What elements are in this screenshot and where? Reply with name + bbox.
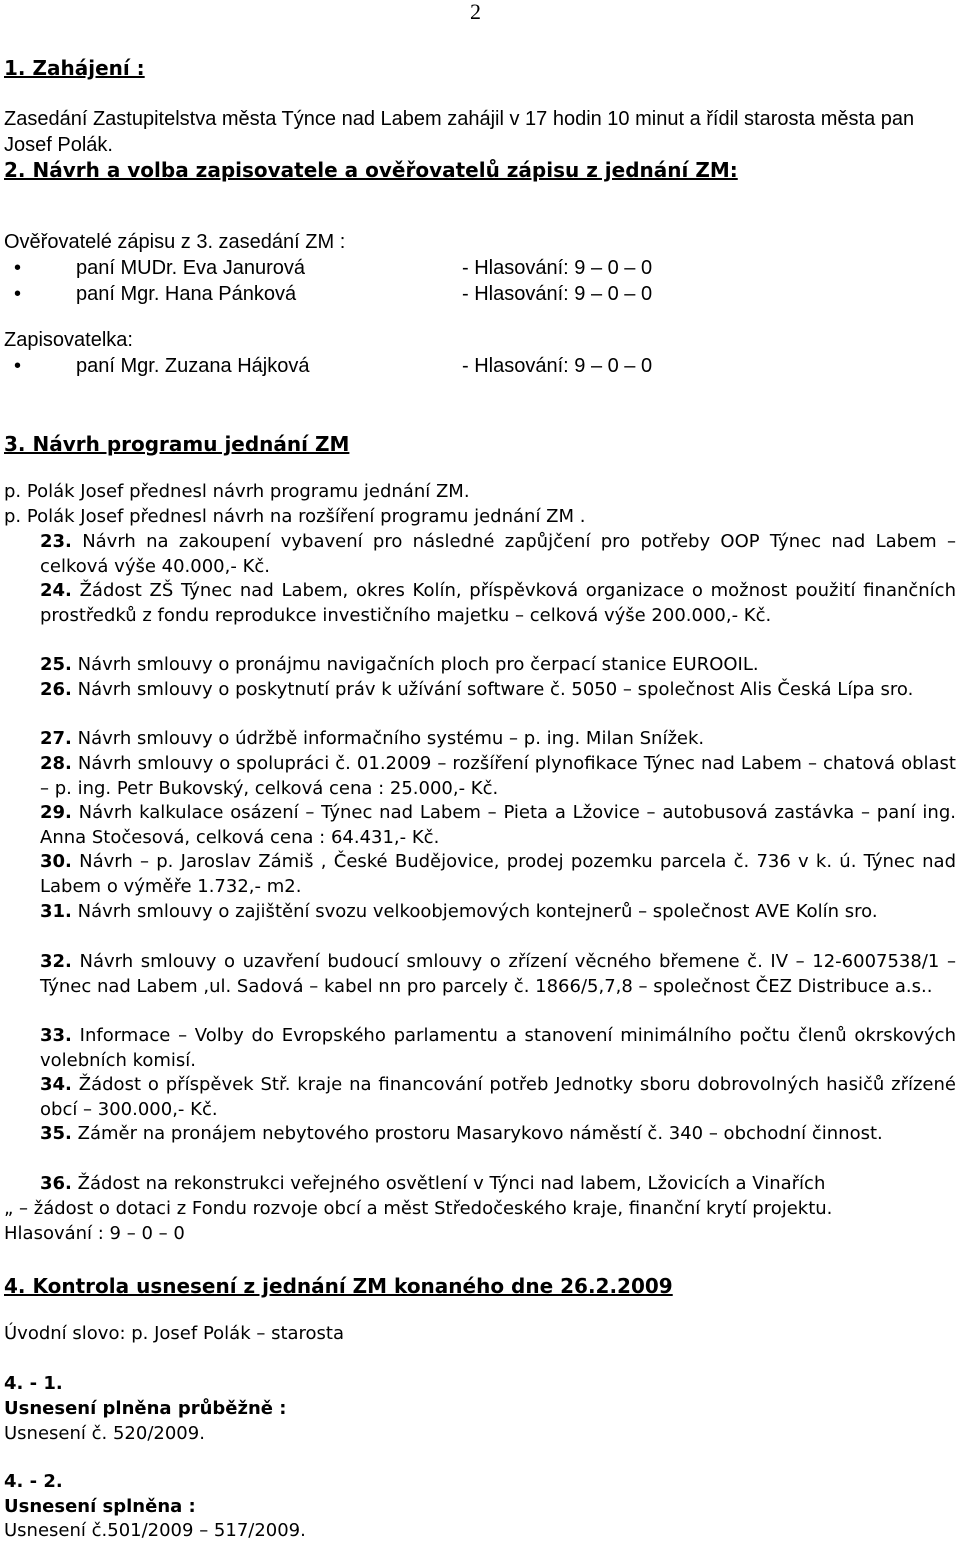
program-item (40, 900, 956, 925)
program-item (40, 1024, 956, 1073)
item-number: 29. (40, 802, 72, 823)
item-number: 33. (40, 1025, 72, 1046)
section-1-heading: 1. Zahájení : (4, 56, 145, 80)
bullet-icon: • (14, 283, 22, 305)
program-item (40, 850, 956, 899)
item-text: Návrh smlouvy o poskytnutí práv k užívání software č. 5050 – společnost Alis Česká Lípa sro. (77, 679, 914, 700)
subsection-text: Usnesení č. 520/2009. (4, 1423, 205, 1444)
recorder-name: paní Mgr. Zuzana Hájková (76, 355, 310, 377)
page-number: 2 (470, 0, 481, 24)
recorder-row (0, 354, 700, 380)
program-extension-line: p. Polák Josef přednesl návrh na rozšíření programu jednání ZM . (4, 506, 586, 527)
item-number: 31. (40, 901, 72, 922)
item-number: 26. (40, 679, 72, 700)
section-2-heading: 2. Návrh a volba zapisovatele a ověřovatelů zápisu z jednání ZM: (4, 158, 738, 182)
item-number: 32. (40, 951, 72, 972)
item-number: 27. (40, 728, 72, 749)
item-text: Návrh smlouvy o spolupráci č. 01.2009 – rozšíření plynofikace Týnec nad Labem – chatová oblast – p. ing. Petr Bukovský, celková cena : 25.000,- Kč. (40, 753, 956, 799)
verifier-name: paní MUDr. Eva Janurová (76, 257, 305, 279)
item-text: Návrh smlouvy o pronájmu navigačních ploch pro čerpací stanice EUROOIL. (77, 654, 759, 675)
recorder-label: Zapisovatelka: (4, 329, 133, 351)
subsection-title: Usnesení plněna průběžně : (4, 1398, 287, 1419)
program-line: p. Polák Josef přednesl návrh programu jednání ZM. (4, 481, 470, 502)
verifier-row (0, 256, 700, 282)
program-item (40, 752, 956, 801)
recorder-vote: - Hlasování: 9 – 0 – 0 (462, 355, 653, 377)
bullet-icon: • (14, 257, 22, 279)
item-number: 30. (40, 851, 72, 872)
item-number: 25. (40, 654, 72, 675)
bullet-icon: • (14, 355, 22, 377)
item-text: Návrh na zakoupení vybavení pro následné zapůjčení pro potřeby OOP Týnec nad Labem – celková výše 40.000,- Kč. (40, 531, 956, 577)
verifier-name: paní Mgr. Hana Pánková (76, 283, 297, 305)
program-item (40, 653, 956, 678)
subsection-number: 4. - 2. (4, 1471, 63, 1492)
program-item-36 (40, 1172, 825, 1197)
program-item (40, 1073, 956, 1122)
program-vote: Hlasování : 9 – 0 – 0 (4, 1223, 185, 1244)
program-item (40, 1122, 956, 1147)
item-number: 34. (40, 1074, 72, 1095)
program-item (40, 727, 956, 752)
item-number: 35. (40, 1123, 72, 1144)
subsection-title: Usnesení splněna : (4, 1496, 196, 1517)
subsection-number: 4. - 1. (4, 1373, 63, 1394)
item-text: Žádost o příspěvek Stř. kraje na financování potřeb Jednotky sboru dobrovolných hasičů zřízené obcí – 300.000,- Kč. (40, 1074, 956, 1120)
item-number: 24. (40, 580, 72, 601)
verifiers-label: Ověřovatelé zápisu z 3. zasedání ZM : (4, 231, 346, 253)
verifier-vote: - Hlasování: 9 – 0 – 0 (462, 257, 653, 279)
item-text: Návrh smlouvy o zajištění svozu velkoobjemových kontejnerů – společnost AVE Kolín sro. (77, 901, 878, 922)
intro-line: Úvodní slovo: p. Josef Polák – starosta (4, 1323, 345, 1344)
program-item (40, 950, 956, 999)
verifier-row (0, 282, 700, 308)
item-text: Návrh smlouvy o údržbě informačního systému – p. ing. Milan Snížek. (77, 728, 705, 749)
section-3-heading: 3. Návrh programu jednání ZM (4, 432, 350, 456)
item-text: Žádost ZŠ Týnec nad Labem, okres Kolín, příspěvková organizace o možnost použití finančních prostředků z fondu reprodukce investičního majetku – celková výše 200.000,- Kč. (40, 580, 956, 626)
item-number: 36. (40, 1173, 72, 1194)
item-text: Návrh smlouvy o uzavření budoucí smlouvy o zřízení věcného břemene č. IV – 12-6007538/1 – Týnec nad Labem ,ul. Sadová – kabel nn pro parcely č. 1866/5,7,8 – společnost ČEZ Distribuce a.s.. (40, 951, 956, 997)
item-number: 28. (40, 753, 72, 774)
program-item (40, 678, 956, 703)
subsection-text: Usnesení č.501/2009 – 517/2009. (4, 1520, 306, 1541)
opening-paragraph: Zasedání Zastupitelstva města Týnce nad Labem zahájil v 17 hodin 10 minut a řídil starosta města pan Josef Polák. (4, 108, 915, 156)
item-text: Návrh – p. Jaroslav Zámiš , České Budějovice, prodej pozemku parcela č. 736 v k. ú. Týnec nad Labem o výměře 1.732,- m2. (40, 851, 956, 897)
program-item-36-continuation: „ – žádost o dotaci z Fondu rozvoje obcí a měst Středočeského kraje, finanční krytí projektu. (4, 1198, 833, 1219)
item-text: Návrh kalkulace osázení – Týnec nad Labem – Pieta a Lžovice – autobusová zastávka – paní ing. Anna Stočesová, celková cena : 64.431,- Kč. (40, 802, 956, 848)
program-item (40, 579, 956, 628)
section-4-heading: 4. Kontrola usnesení z jednání ZM konaného dne 26.2.2009 (4, 1274, 673, 1298)
verifier-vote: - Hlasování: 9 – 0 – 0 (462, 283, 653, 305)
item-text: Žádost na rekonstrukci veřejného osvětlení v Týnci nad labem, Lžovicích a Vinařích (77, 1173, 826, 1194)
item-text: Informace – Volby do Evropského parlamentu a stanovení minimálního počtu členů okrskových volebních komisí. (40, 1025, 956, 1071)
program-item (40, 801, 956, 850)
program-item (40, 530, 956, 579)
item-text: Záměr na pronájem nebytového prostoru Masarykovo náměstí č. 340 – obchodní činnost. (77, 1123, 883, 1144)
item-number: 23. (40, 531, 72, 552)
